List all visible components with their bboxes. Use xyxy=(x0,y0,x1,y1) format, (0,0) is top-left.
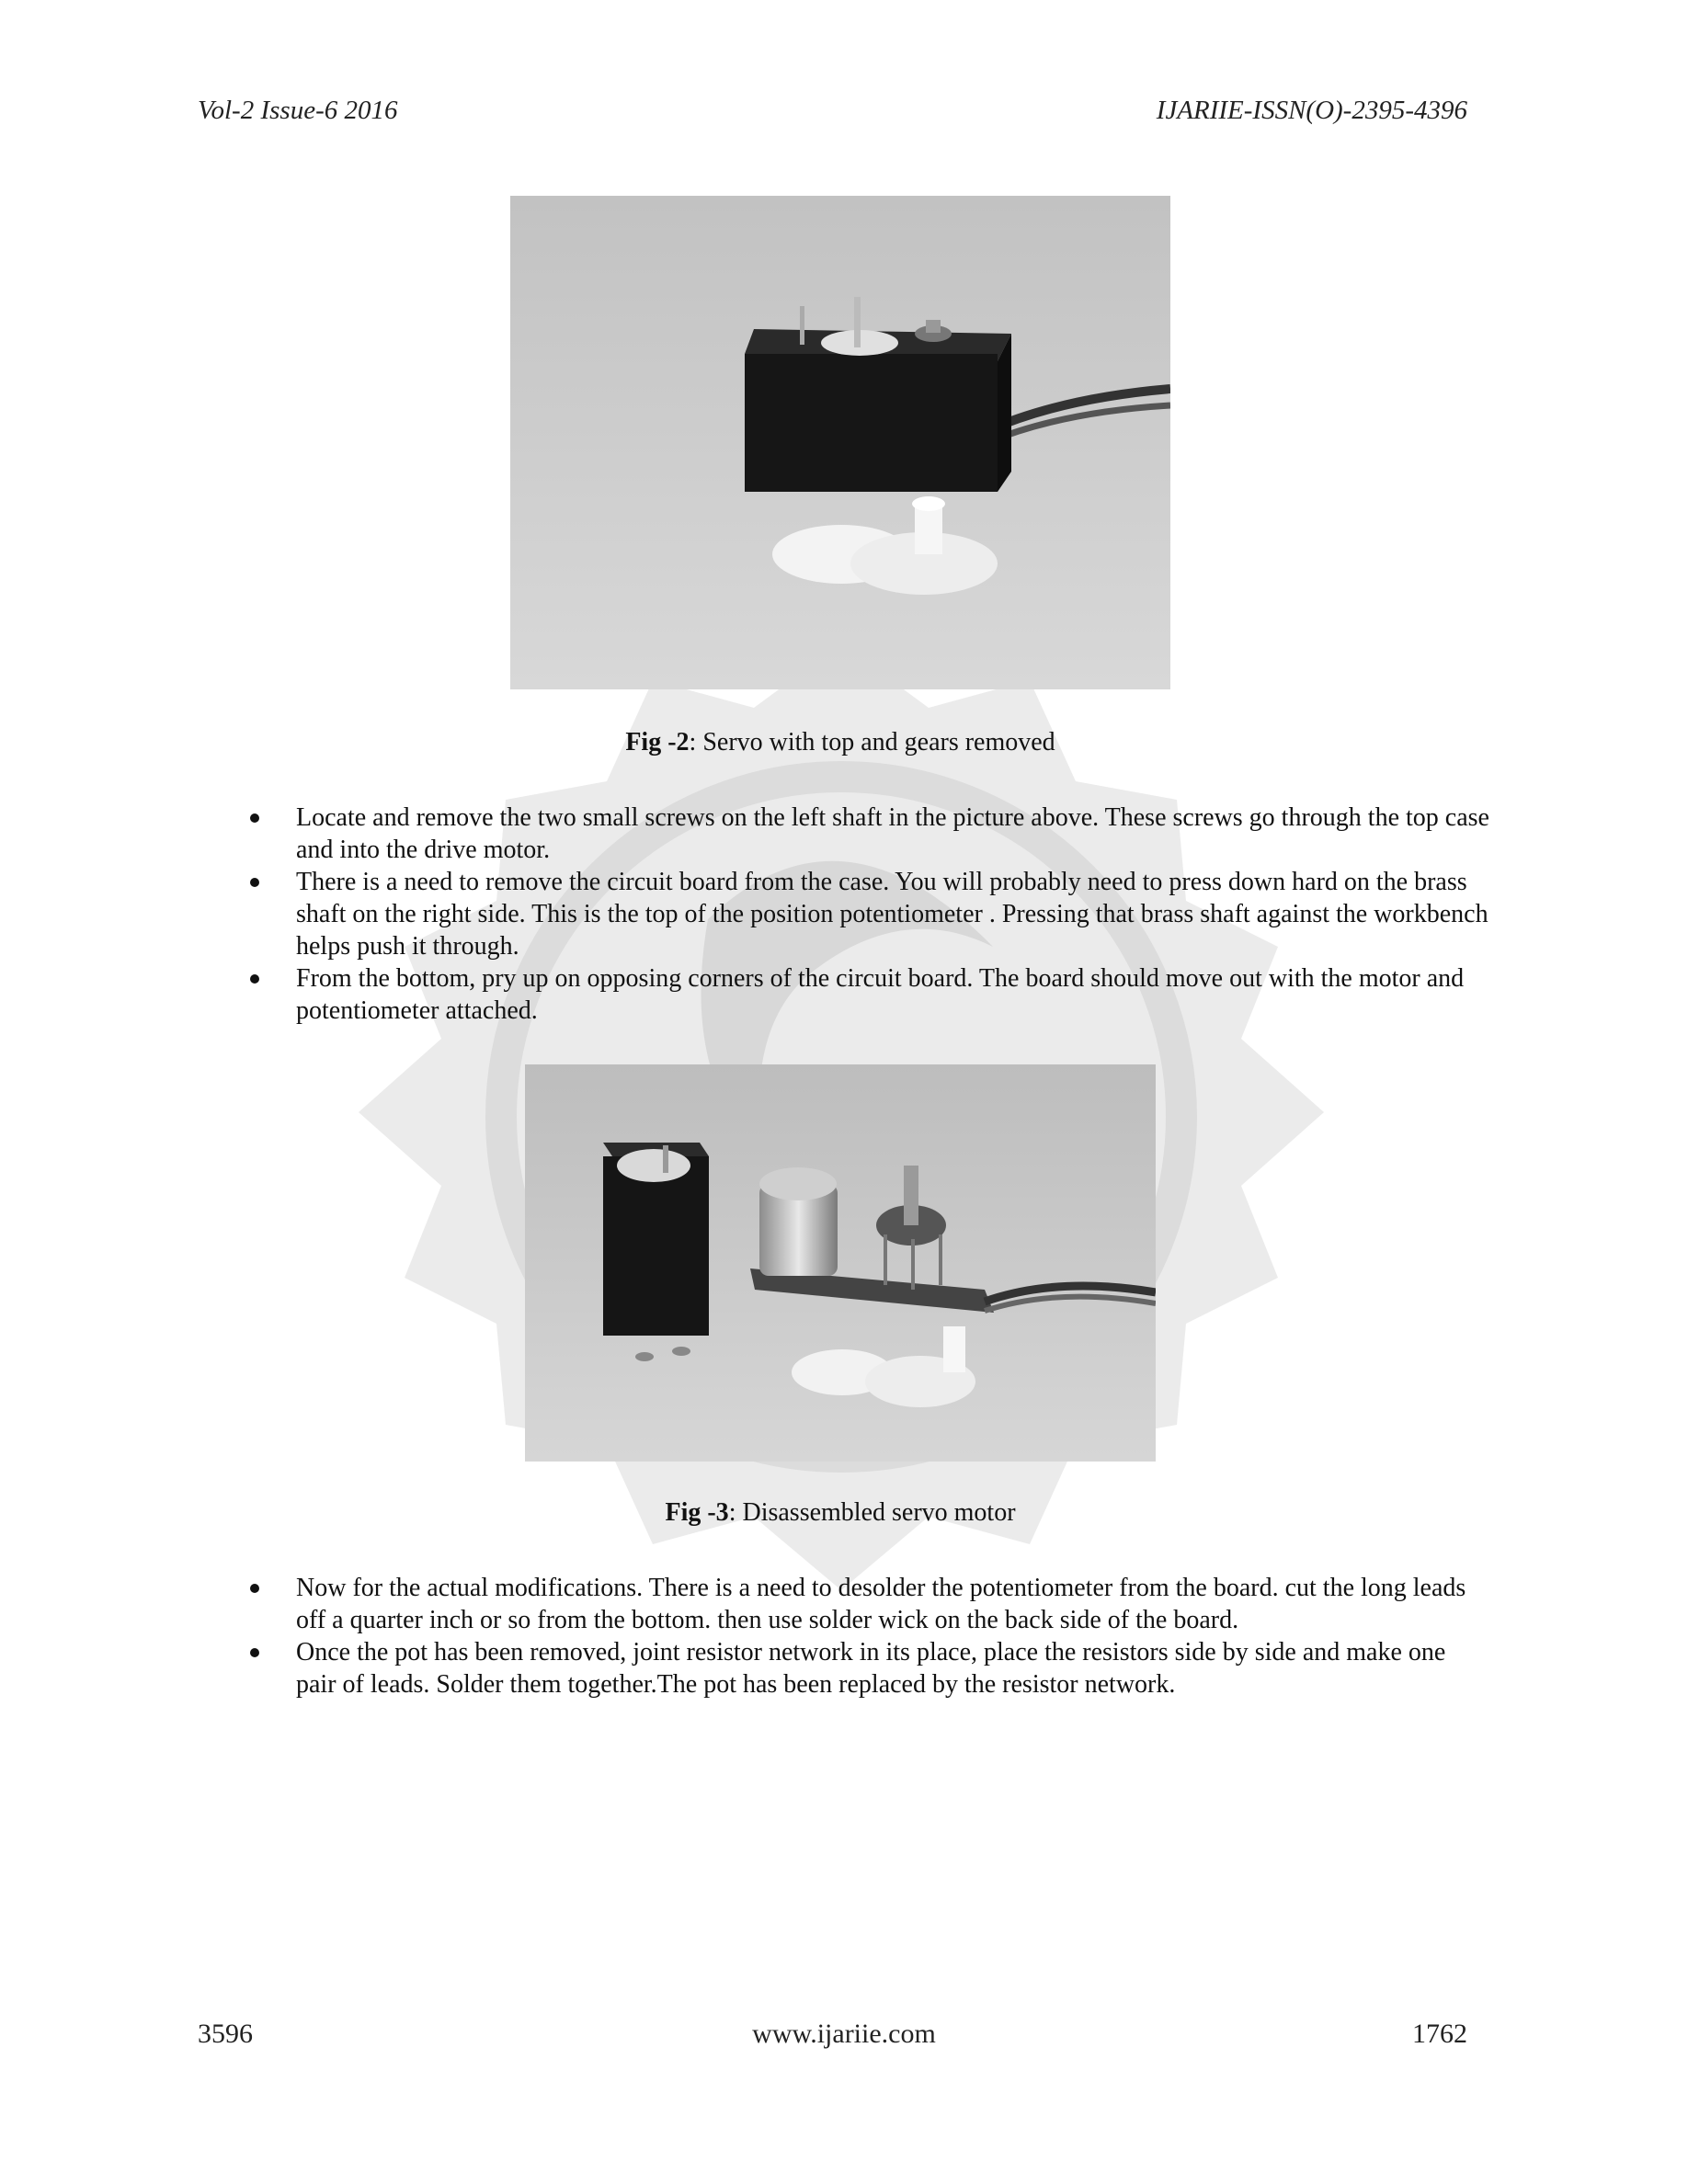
footer-website: www.ijariie.com xyxy=(752,2019,936,2049)
figure-3-caption-text: : Disassembled servo motor xyxy=(728,1498,1016,1527)
procedure-list-2 xyxy=(296,1572,1491,1701)
procedure-list-1 xyxy=(296,802,1491,1027)
footer-page-number-left: 3596 xyxy=(198,2019,253,2049)
footer-page-number-right: 1762 xyxy=(1412,2019,1467,2049)
figure-3-label: Fig -3 xyxy=(665,1498,729,1527)
list-item: Locate and remove the two small screws on the left shaft in the picture above. These screws go through the top case and into the drive motor. xyxy=(296,802,1491,866)
running-header-right: IJARIIE-ISSN(O)-2395-4396 xyxy=(1156,96,1467,125)
figure-2-caption-text: : Servo with top and gears removed xyxy=(689,728,1055,756)
figure-2-label: Fig -2 xyxy=(625,728,690,756)
figure-3-caption xyxy=(525,1498,1156,1528)
figure-3-photo xyxy=(525,1064,1156,1462)
list-item: Now for the actual modifications. There is a need to desolder the potentiometer from the board. cut the long leads off a quarter inch or so from the bottom. then use solder wick on the back side of the board. xyxy=(296,1572,1491,1636)
list-item: From the bottom, pry up on opposing corners of the circuit board. The board should move out with the motor and potentiometer attached. xyxy=(296,962,1491,1027)
running-header-left: Vol-2 Issue-6 2016 xyxy=(198,96,398,125)
figure-2-caption xyxy=(510,728,1170,757)
list-item: There is a need to remove the circuit board from the case. You will probably need to press down hard on the brass shaft on the right side. This is the top of the position potentiometer . Pressing that brass shaft against the workbench helps push it through. xyxy=(296,866,1491,962)
figure-2-photo xyxy=(510,196,1170,689)
list-item: Once the pot has been removed, joint resistor network in its place, place the resistors side by side and make one pair of leads. Solder them together.The pot has been replaced by the resistor network. xyxy=(296,1636,1491,1701)
